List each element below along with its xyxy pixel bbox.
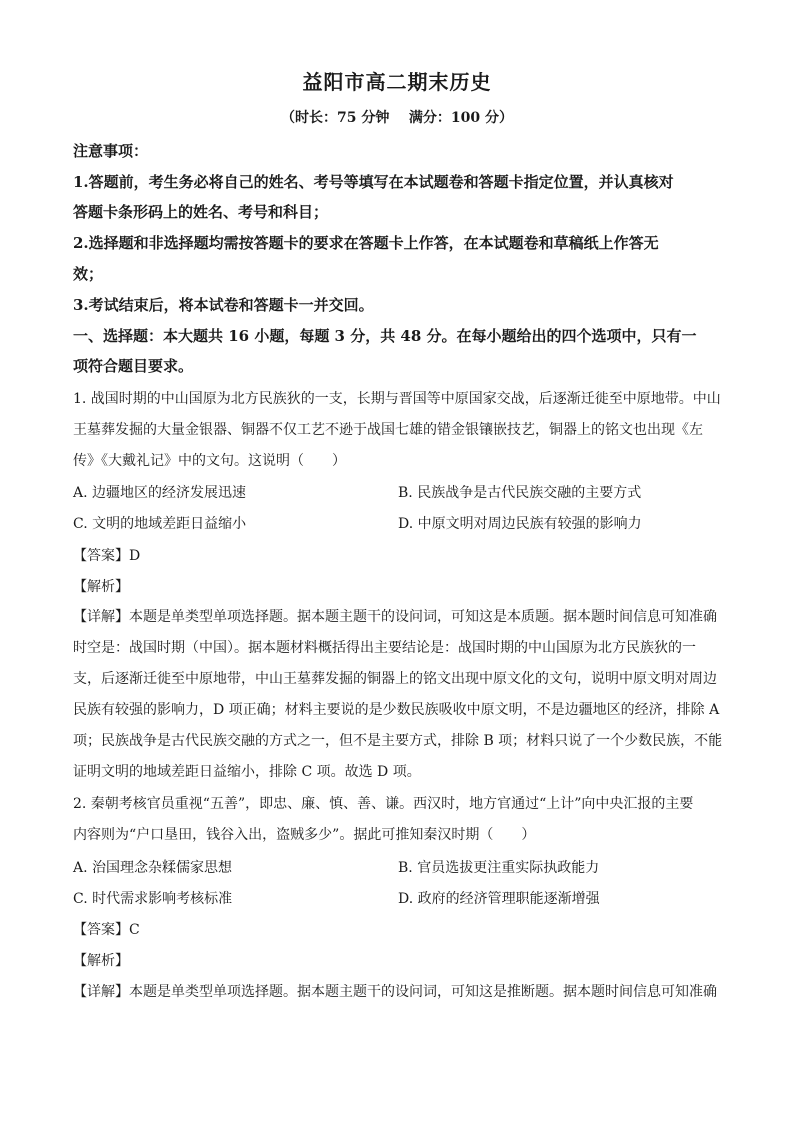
question-stem: 1. 战国时期的中山国原为北方民族狄的一支，长期与晋国等中原国家交战，后逐渐迁徙至中原地带。中山: [73, 391, 721, 407]
option-b: B. 官员选拔更注重实际执政能力: [398, 860, 600, 876]
notes-line: 1.答题前，考生务必将自己的姓名、考号等填写在本试题卷和答题卡指定位置，并认真核对: [73, 173, 674, 191]
notes-line: 答题卡条形码上的姓名、考号和科目；: [73, 203, 329, 221]
option-a: A. 治国理念杂糅儒家思想: [73, 860, 233, 876]
notes-line: 2.选择题和非选择题均需按答题卡的要求在答题卡上作答，在本试题卷和草稿纸上作答无: [73, 234, 659, 252]
analysis-text: 【详解】本题是单类型单项选择题。据本题主题干的设问词，可知这是推断题。据本题时间信息可知准确: [73, 984, 717, 1000]
section-heading: 项符合题目要求。: [73, 357, 194, 375]
question-stem: 内容则为“户口垦田，钱谷入出，盗贼多少”。据此可推知秦汉时期（ ）: [73, 827, 536, 843]
notes-line: 3.考试结束后，将本试卷和答题卡一并交回。: [73, 296, 374, 314]
question-stem: 传》《大戴礼记》中的文句。这说明（ ）: [73, 453, 346, 469]
answer-label: 【答案】D: [73, 548, 141, 564]
notes-line: 效；: [73, 265, 104, 283]
analysis-label: 【解析】: [73, 579, 129, 595]
analysis-text: 支，后逐渐迁徙至中原地带，中山王墓葬发掘的铜器上的铭文出现中原文化的文句，说明中原文明对周边: [73, 671, 717, 687]
question-stem: 王墓葬发掘的大量金银器、铜器不仅工艺不逊于战国七雄的错金银镶嵌技艺，铜器上的铭文也出现《左: [73, 422, 703, 438]
notes-heading: 注意事项：: [73, 142, 149, 160]
question-stem: 2. 秦朝考核官员重视“五善”，即忠、廉、慎、善、谦。西汉时，地方官通过“上计”向中央汇报的主要: [73, 796, 694, 812]
option-a: A. 边疆地区的经济发展迅速: [73, 485, 247, 501]
answer-label: 【答案】C: [73, 922, 140, 938]
analysis-text: 【详解】本题是单类型单项选择题。据本题主题干的设问词，可知这是本质题。据本题时间信息可知准确: [73, 609, 717, 625]
analysis-label: 【解析】: [73, 953, 129, 969]
analysis-text: 证明文明的地域差距日益缩小，排除 C 项。故选 D 项。: [73, 764, 421, 780]
option-b: B. 民族战争是古代民族交融的主要方式: [398, 485, 642, 501]
analysis-text: 时空是：战国时期（中国）。据本题材料概括得出主要结论是：战国时期的中山国原为北方民族狄的一: [73, 640, 696, 656]
exam-duration-score: （时长：75 分钟 满分：100 分）: [281, 110, 513, 126]
analysis-text: 项；民族战争是古代民族交融的方式之一，但不是主要方式，排除 B 项；材料只说了一个少数民族，不能: [73, 733, 723, 749]
analysis-text: 民族有较强的影响力，D 项正确；材料主要说的是少数民族吸收中原文明，不是边疆地区的经济，排除 A: [73, 702, 720, 718]
option-c: C. 时代需求影响考核标准: [73, 891, 233, 907]
option-d: D. 政府的经济管理职能逐渐增强: [398, 891, 600, 907]
option-c: C. 文明的地域差距日益缩小: [73, 516, 247, 532]
page-title: 益阳市高二期末历史: [302, 70, 492, 94]
option-d: D. 中原文明对周边民族有较强的影响力: [398, 516, 642, 532]
section-heading: 一、选择题：本大题共 16 小题，每题 3 分，共 48 分。在每小题给出的四个选项中，只有一: [73, 327, 697, 345]
